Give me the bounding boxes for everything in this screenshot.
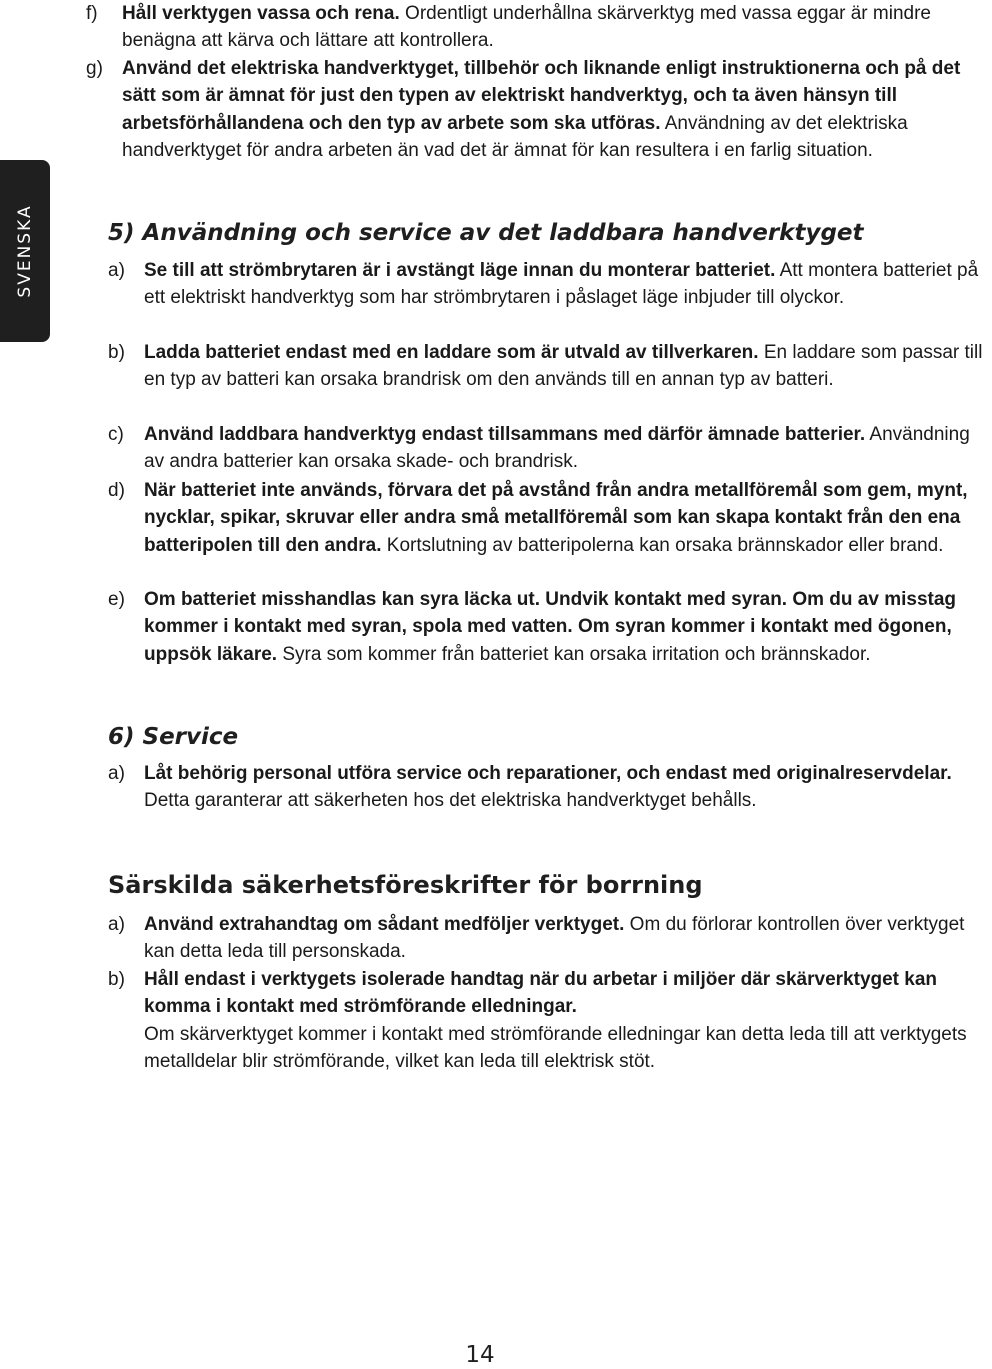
item-letter: c) (108, 424, 124, 445)
list-item-f (86, 0, 992, 55)
item-bold-text: Använd laddbara handverktyg endast tillsammans med därför ämnade batterier. (144, 424, 866, 445)
item-bold-text: Använd extrahandtag om sådant medföljer verktyget. (144, 914, 625, 935)
item-letter: a) (108, 914, 125, 935)
list-item-5b (108, 339, 992, 394)
drilling-heading: Särskilda säkerhetsföreskrifter för borrning (108, 871, 703, 899)
item-normal-text: Om skärverktyget kommer i kontakt med strömförande elledningar kan detta leda till att verktygets metalldelar blir strömförande, vilket kan leda till elektrisk stöt. (144, 1023, 967, 1072)
page-number: 14 (465, 1342, 495, 1368)
item-bold-text: Låt behörig personal utföra service och reparationer, och endast med originalreservdelar. (144, 763, 952, 784)
list-item-g (86, 55, 992, 164)
item-bold-text: Se till att strömbrytaren är i avstängt läge innan du monterar batteriet. (144, 260, 776, 281)
list-item-drill-b (108, 966, 992, 1075)
item-letter: a) (108, 260, 125, 281)
item-normal-text: En laddare som passar till en typ av batteri kan orsaka brandrisk om den används till en annan typ av batteri. (144, 342, 983, 391)
item-bold-text: Ladda batteriet endast med en laddare som är utvald av tillverkaren. (144, 342, 759, 363)
item-letter: a) (108, 763, 125, 784)
list-item-drill-a (108, 911, 992, 966)
language-side-tab (0, 160, 50, 342)
item-normal-text: Detta garanterar att säkerheten hos det elektriska handverktyget behålls. (144, 790, 757, 812)
item-letter: e) (108, 589, 125, 610)
item-normal-text: Ordentligt underhållna skärverktyg med vassa eggar är mindre benägna att kärva och lättare att kontrollera. (122, 3, 931, 52)
item-normal-text: Syra som kommer från batteriet kan orsaka irritation och brännskador. (277, 643, 871, 665)
section-6-heading: 6) Service (108, 724, 239, 750)
language-label: SVENSKA (15, 204, 35, 298)
item-normal-text: Att montera batteriet på ett elektriskt handverktyg som har strömbrytaren i påslaget läge inbjuder till olyckor. (144, 260, 979, 309)
item-normal-text: Användning av det elektriska handverktyget för andra arbeten än vad det är ämnat för kan resultera i en farlig situation. (122, 112, 908, 161)
list-item-5c (108, 421, 992, 476)
item-bold-text: När batteriet inte används, förvara det på avstånd från andra metallföremål som gem, mynt, nycklar, spikar, skruvar eller andra små metallföremål som kan skapa kontakt från den ena batteripolen till den andra. (144, 480, 968, 556)
item-bold-text: Använd det elektriska handverktyget, tillbehör och liknande enligt instruktionerna och på det sätt som är ämnat för just den typen av elektriskt handverktyg, och ta även hänsyn till arbetsförhållandena och den typ av arbete som ska utföras. (122, 58, 961, 134)
list-item-5d (108, 477, 992, 559)
list-item-5a (108, 257, 992, 312)
item-bold-text: Håll verktygen vassa och rena. (122, 3, 400, 24)
item-bold-text: Håll endast i verktygets isolerade handtag när du arbetar i miljöer där skärverktyget kan komma i kontakt med strömförande elledningar. (144, 969, 938, 1018)
list-item-6a (108, 760, 992, 815)
item-letter: g) (86, 58, 103, 79)
item-letter: f) (86, 3, 98, 24)
item-normal-text: Användning av andra batterier kan orsaka skade- och brandrisk. (144, 424, 970, 473)
item-letter: b) (108, 342, 125, 363)
list-item-5e (108, 586, 992, 668)
item-letter: b) (108, 969, 125, 990)
item-normal-text: Om du förlorar kontrollen över verktyget kan detta leda till personskada. (144, 914, 965, 963)
section-5-heading: 5) Användning och service av det laddbara handverktyget (108, 220, 864, 246)
item-letter: d) (108, 480, 125, 501)
item-bold-text: Om batteriet misshandlas kan syra läcka ut. Undvik kontakt med syran. Om du av misstag kommer i kontakt med syran, spola med vatten. Om syran kommer i kontakt med ögonen, uppsök läkare. (144, 589, 957, 665)
item-normal-text: Kortslutning av batteripolerna kan orsaka brännskador eller brand. (381, 534, 944, 556)
